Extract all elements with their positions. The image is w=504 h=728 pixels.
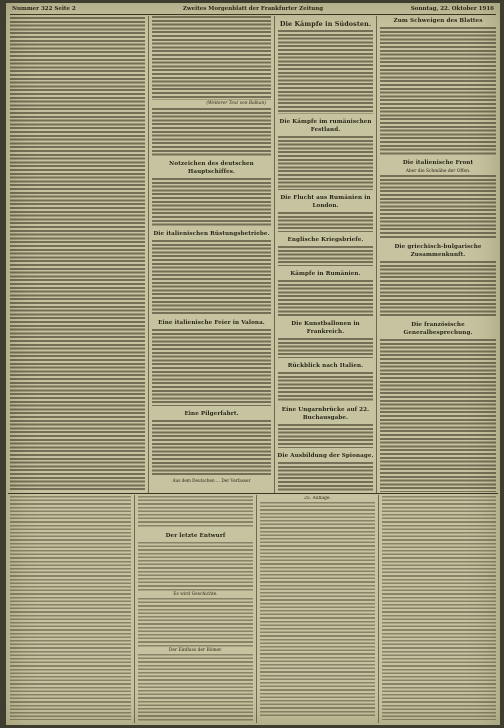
headline: Die italienischen Rüstungsbetriebe. bbox=[153, 231, 270, 237]
issue-number: Nummer 322 Seite 2 bbox=[12, 6, 76, 12]
headline: Die italienische Front bbox=[402, 160, 474, 166]
article-body bbox=[380, 261, 496, 317]
column-rule bbox=[378, 495, 379, 723]
article-body bbox=[278, 246, 373, 266]
article-note: Aus dem Deutschen ... Der Verfasser bbox=[172, 478, 251, 483]
feuilleton-section: Der Einfluss der Römer. bbox=[168, 648, 223, 653]
headline: Zum Schweigen des Blattes bbox=[393, 18, 483, 24]
column-rule bbox=[274, 16, 275, 493]
article-body bbox=[278, 424, 373, 448]
newspaper-title: Zweites Morgenblatt der Frankfurter Zeitung bbox=[182, 6, 324, 12]
article-body bbox=[380, 27, 496, 155]
column-rule bbox=[134, 495, 135, 723]
headline: Die griechisch-bulgarische Zusammenkunft. bbox=[394, 244, 482, 258]
feuilleton-body bbox=[10, 496, 131, 720]
headline: Eine italienische Feier in Valona. bbox=[158, 320, 265, 326]
article-body bbox=[278, 462, 373, 492]
column-rule bbox=[376, 16, 377, 493]
issue-date: Sonntag, 22. Oktober 1916 bbox=[410, 6, 494, 12]
newspaper-page bbox=[6, 3, 500, 725]
feuilleton-body bbox=[138, 496, 253, 528]
headline: Die Kunstballonen in Frankreich. bbox=[291, 321, 360, 335]
headline: Eine Pilgerfahrt. bbox=[184, 411, 239, 417]
feuilleton-body bbox=[138, 542, 253, 592]
lower-column-3 bbox=[259, 496, 376, 722]
column-1 bbox=[9, 16, 146, 492]
headline: Die Ausbildung der Spionage. bbox=[277, 453, 374, 459]
feuilleton-body bbox=[382, 496, 496, 720]
article-body bbox=[278, 338, 373, 358]
headline: Die Kämpfe in Südosten. bbox=[279, 20, 372, 28]
headline: Rückblick nach Italien. bbox=[287, 363, 364, 369]
headline: Notzeichen des deutschen Hauptschiffes. bbox=[169, 161, 254, 175]
lower-column-2 bbox=[137, 496, 254, 722]
column-4 bbox=[379, 16, 497, 492]
section-rule bbox=[8, 493, 498, 494]
article-body bbox=[152, 16, 271, 100]
feuilleton-section: Es wird Geschichte. bbox=[173, 592, 218, 597]
subheadline: Aber die Schmähe der Offen. bbox=[405, 169, 471, 174]
headline: Die französische Generalbesprechung. bbox=[403, 322, 473, 336]
column-rule bbox=[148, 16, 149, 493]
headline: Die Flucht aus Rumänien in London. bbox=[280, 195, 371, 209]
column-2 bbox=[151, 16, 272, 492]
article-body bbox=[278, 136, 373, 190]
article-body bbox=[10, 17, 145, 490]
section-caption: 25. Auflage. bbox=[304, 496, 331, 501]
column-rule bbox=[256, 495, 257, 723]
article-body bbox=[278, 280, 373, 316]
article-body bbox=[380, 175, 496, 239]
feuilleton-body bbox=[138, 654, 253, 722]
feuilleton-title: Der letzte Entwurf bbox=[165, 533, 226, 539]
article-body bbox=[152, 240, 271, 315]
article-body bbox=[152, 420, 271, 476]
feuilleton-body bbox=[260, 502, 375, 718]
column-3 bbox=[277, 16, 374, 492]
article-body bbox=[152, 329, 271, 406]
page-header bbox=[10, 5, 496, 15]
headline: Die Kämpfe im rumänischen Festland. bbox=[279, 119, 372, 133]
article-body bbox=[380, 339, 496, 492]
article-body bbox=[152, 178, 271, 226]
headline: Eine Ungarnbrücke auf 22. Buchausgabe. bbox=[281, 407, 370, 421]
article-byline: (Weiterer Text von Balkan) bbox=[206, 101, 266, 106]
article-body bbox=[152, 108, 271, 156]
lower-column-4 bbox=[381, 496, 497, 722]
headline: Englische Kriegsbriefe. bbox=[287, 237, 364, 243]
headline: Kämpfe in Rumänien. bbox=[290, 271, 361, 277]
article-body bbox=[278, 212, 373, 232]
feuilleton-body bbox=[138, 598, 253, 648]
lower-column-1 bbox=[9, 496, 132, 722]
article-body bbox=[278, 372, 373, 402]
article-body bbox=[278, 30, 373, 114]
